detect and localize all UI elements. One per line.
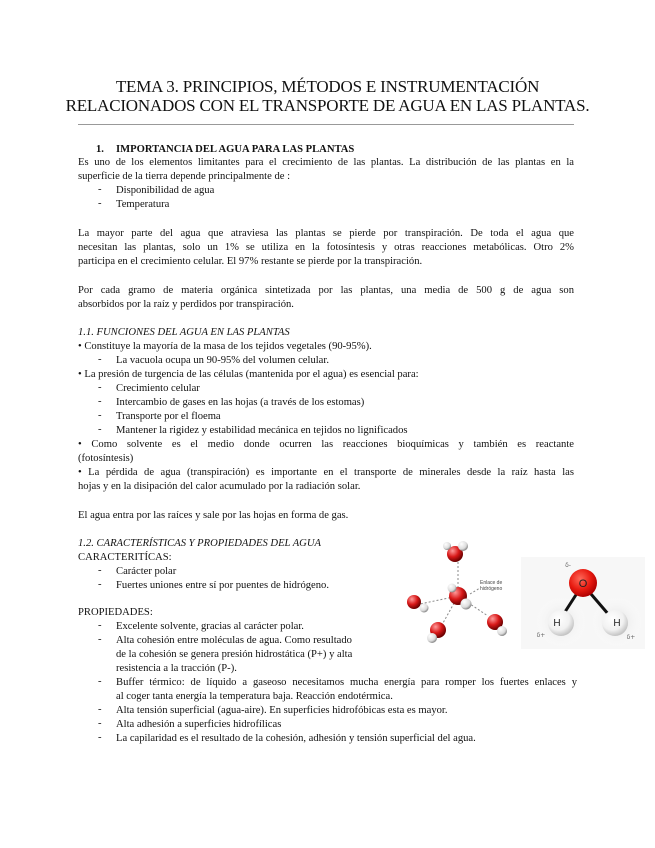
section-1-heading: IMPORTANCIA DEL AGUA PARA LAS PLANTAS xyxy=(116,144,355,155)
section-1-2-heading: 1.2. CARACTERÍSTICAS Y PROPIEDADES DEL AGUA xyxy=(78,538,321,549)
list-item: Alta adhesión a superficies hidrofílicas xyxy=(116,719,282,730)
list-item: La capilaridad es el resultado de la cohesión, adhesión y tensión superficial del agua. xyxy=(116,733,476,744)
title-line-1: TEMA 3. PRINCIPIOS, MÉTODOS E INSTRUMENTACIÓN xyxy=(115,77,540,96)
paragraph-line: El agua entra por las raíces y sale por las hojas en forma de gas. xyxy=(78,510,349,521)
section-1-intro-line-2: superficie de la tierra depende principalmente de : xyxy=(78,171,291,182)
hydrogen-bond-figure xyxy=(400,536,518,648)
section-1-1-heading: 1.1. FUNCIONES DEL AGUA EN LAS PLANTAS xyxy=(78,327,290,338)
dash: - xyxy=(98,565,102,576)
dash: - xyxy=(98,732,102,743)
partial-positive-label-2: δ+ xyxy=(626,634,636,641)
list-item: Alta cohesión entre moléculas de agua. Como resultado xyxy=(116,635,352,646)
list-item: Crecimiento celular xyxy=(116,383,200,394)
list-item-continuation: al coger tanta energía la temperatura baja. Reacción endotérmica. xyxy=(116,691,393,702)
list-item: • La presión de turgencia de las células (mantenida por el agua) es esencial para: xyxy=(78,369,419,380)
dash: - xyxy=(98,718,102,729)
dash: - xyxy=(98,620,102,631)
list-item-continuation: de la cohesión se genera presión hidrostática (P+) y alta xyxy=(116,649,353,660)
list-item: Transporte por el floema xyxy=(116,411,221,422)
dash: - xyxy=(98,354,102,365)
list-item: Mantener la rigidez y estabilidad mecánica en tejidos no lignificados xyxy=(116,425,408,436)
list-item: La vacuola ocupa un 90-95% del volumen celular. xyxy=(116,355,329,366)
oxygen-label: O xyxy=(578,578,588,590)
hydrogen-bond-label: Enlace de hidrógeno xyxy=(480,580,503,592)
dash: - xyxy=(98,634,102,645)
section-1-number: 1. xyxy=(96,144,104,155)
list-item-continuation: resistencia a la tracción (P-). xyxy=(116,663,237,674)
dash: - xyxy=(98,396,102,407)
list-item: Intercambio de gases en las hojas (a través de los estomas) xyxy=(116,397,365,408)
list-item: Alta tensión superficial (agua-aire). En superficies hidrofóbicas esta es mayor. xyxy=(116,705,448,716)
paragraph-line: • La pérdida de agua (transpiración) es importante en el transporte de minerales desde la raíz hasta las xyxy=(78,467,574,478)
list-item: Temperatura xyxy=(116,199,170,210)
paragraph-line: (fotosíntesis) xyxy=(78,453,134,464)
list-item: Carácter polar xyxy=(116,566,177,577)
partial-negative-label: δ- xyxy=(565,562,571,569)
list-item: Buffer térmico: de líquido a gaseoso necesitamos mucha energía para romper los fuertes enlaces y xyxy=(116,677,577,688)
paragraph-line: necesitan las plantas, solo un 1% se utiliza en la fotosíntesis y otras reacciones metabólicas. Otro 2% xyxy=(78,242,574,253)
paragraph-line: La mayor parte del agua que atraviesa las plantas se pierde por transpiración. De toda el agua que xyxy=(78,228,574,239)
hydrogen-label-1: H xyxy=(553,618,561,629)
list-item: Fuertes uniones entre sí por puentes de hidrógeno. xyxy=(116,580,330,591)
partial-positive-label-1: δ+ xyxy=(536,632,546,639)
title-line-2: RELACIONADOS CON EL TRANSPORTE DE AGUA EN LAS PLANTAS. xyxy=(65,96,590,115)
hydrogen-label-2: H xyxy=(613,618,621,629)
section-1-intro-line-1: Es uno de los elementos limitantes para el crecimiento de las plantas. La distribución de las plantas en la xyxy=(78,157,574,168)
list-item: • Constituye la mayoría de la masa de los tejidos vegetales (90-95%). xyxy=(78,341,372,352)
dash: - xyxy=(98,410,102,421)
properties-label: PROPIEDADES: xyxy=(78,607,153,618)
dash: - xyxy=(98,382,102,393)
paragraph-line: participa en el crecimiento celular. El 97% restante se pierde por la transpiración. xyxy=(78,256,423,267)
water-molecule-figure xyxy=(521,557,645,649)
dash: - xyxy=(98,579,102,590)
dash: - xyxy=(98,676,102,687)
paragraph-line: hojas y en la disipación del calor acumulado por la radiación solar. xyxy=(78,481,361,492)
list-item: Disponibilidad de agua xyxy=(116,185,215,196)
dash: - xyxy=(98,184,102,195)
dash: - xyxy=(98,704,102,715)
paragraph-line: • Como solvente es el medio donde ocurren las reacciones bioquímicas y también es reactante xyxy=(78,439,574,450)
title-divider xyxy=(78,124,574,125)
dash: - xyxy=(98,424,102,435)
list-item: Excelente solvente, gracias al carácter polar. xyxy=(116,621,304,632)
paragraph-line: absorbidos por la raíz y perdidos por transpiración. xyxy=(78,299,294,310)
dash: - xyxy=(98,198,102,209)
characteristics-label: CARACTERITÍCAS: xyxy=(78,552,172,563)
paragraph-line: Por cada gramo de materia orgánica sintetizada por las plantas, una media de 500 g de agua son xyxy=(78,285,574,296)
